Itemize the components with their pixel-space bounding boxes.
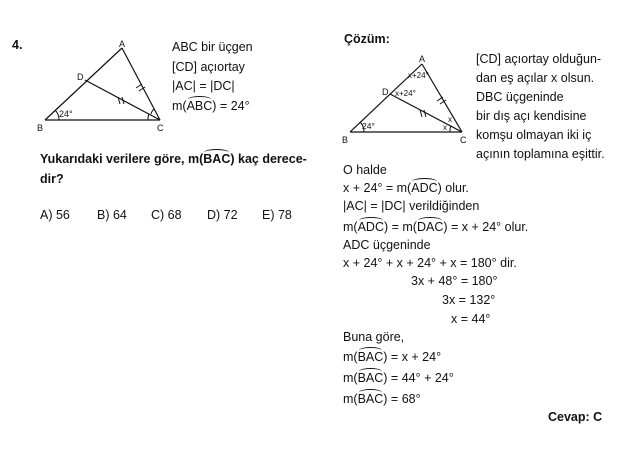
s-angle-A: x+24°: [408, 71, 429, 80]
intro-line-6: açının toplamına eşittir.: [476, 147, 605, 161]
option-c[interactable]: C) 68: [151, 208, 182, 222]
sol-eq1: x + 24° = m(ADC) olur.: [343, 181, 469, 195]
solution-triangle-figure: [340, 52, 475, 147]
given-line-4: m(ABC) = 24°: [172, 99, 250, 113]
s-angle-C2: x: [443, 123, 447, 132]
sol-result-3: m(BAC) = 68°: [343, 392, 421, 406]
q-label-A: A: [119, 39, 126, 49]
sol-buna: Buna göre,: [343, 330, 405, 344]
sol-eq2: |AC| = |DC| verildiğinden: [343, 199, 480, 213]
intro-line-4: bir dış açı kendisine: [476, 109, 587, 123]
solution-title: Çözüm:: [344, 32, 390, 46]
question-number: 4.: [12, 38, 23, 52]
sol-result-1: m(BAC) = x + 24°: [343, 350, 442, 364]
intro-line-1: [CD] açıortay olduğun-: [476, 52, 602, 66]
q-label-D: D: [77, 72, 84, 82]
question-prompt-line-1: Yukarıdaki verilere göre, m(BAC) kaç derece-: [40, 152, 307, 166]
option-a[interactable]: A) 56: [40, 208, 70, 222]
sol-eq4: x + 24° + x + 24° + x = 180° dir.: [343, 256, 517, 270]
sol-result-2: m(BAC) = 44° + 24°: [343, 371, 454, 385]
intro-line-5: komşu olmayan iki iç: [476, 128, 592, 142]
answer-label: Cevap: C: [548, 410, 603, 424]
s-angle-D: x+24°: [395, 89, 416, 98]
option-e[interactable]: E) 78: [262, 208, 292, 222]
s-angle-C1: x: [448, 115, 452, 124]
question-triangle-figure: [35, 38, 175, 133]
given-line-2: [CD] açıortay: [172, 60, 245, 74]
sol-eq6: 3x = 132°: [442, 293, 496, 307]
q-angle-B: 24°: [59, 109, 73, 119]
intro-line-3: DBC üçgeninde: [476, 90, 564, 104]
sol-eq3: m(ADC) = m(DAC) = x + 24° olur.: [343, 220, 529, 234]
s-label-A: A: [419, 54, 426, 64]
given-line-3: |AC| = |DC|: [172, 79, 235, 93]
s-label-C: C: [460, 135, 467, 145]
option-b[interactable]: B) 64: [97, 208, 127, 222]
sol-eq5: 3x + 48° = 180°: [411, 274, 498, 288]
sol-eq7: x = 44°: [451, 312, 491, 326]
intro-line-2: dan eş açılar x olsun.: [476, 71, 595, 85]
s-label-D: D: [382, 87, 389, 97]
given-line-1: ABC bir üçgen: [172, 40, 253, 54]
s-angle-B: 24°: [362, 121, 375, 131]
question-prompt-line-2: dir?: [40, 172, 64, 186]
sol-adc: ADC üçgeninde: [343, 238, 431, 252]
sol-o-halde: O halde: [343, 163, 387, 177]
q-label-C: C: [157, 123, 164, 133]
q-label-B: B: [37, 123, 44, 133]
s-label-B: B: [342, 135, 349, 145]
option-d[interactable]: D) 72: [207, 208, 238, 222]
